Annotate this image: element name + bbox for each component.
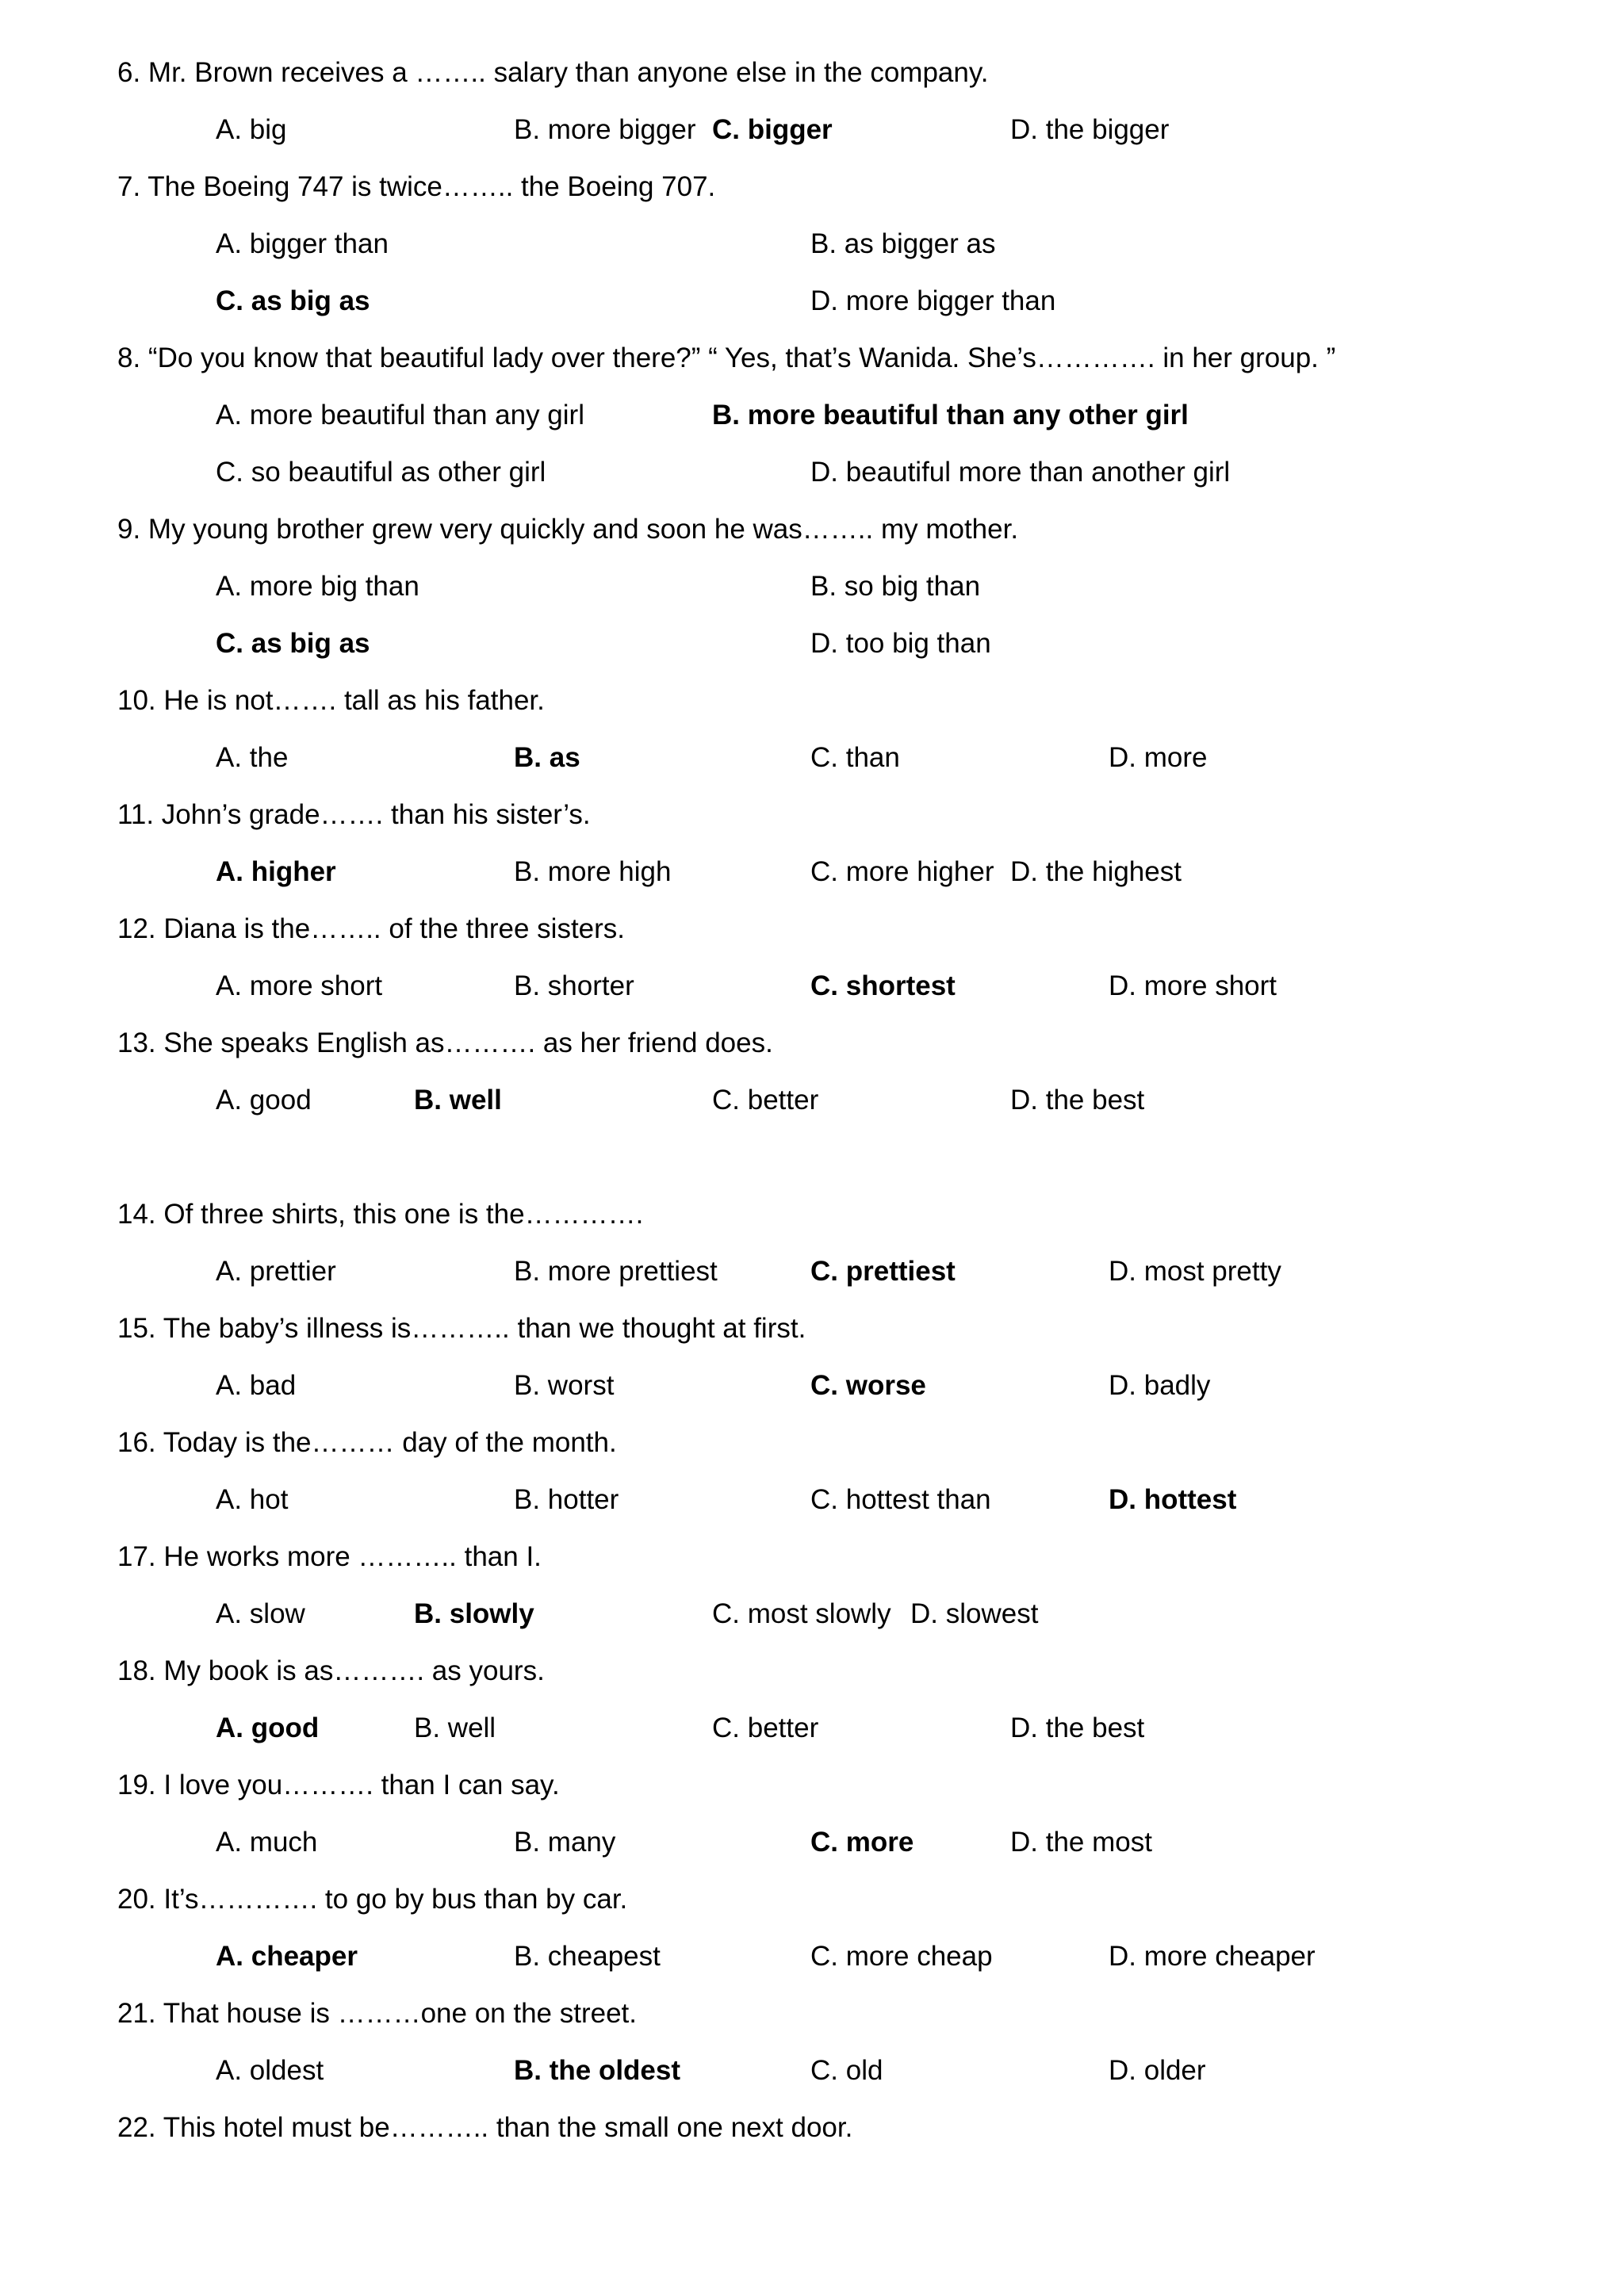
- question-9-option-d: D. too big than: [810, 628, 991, 659]
- question-10-text: 10. He is not……. tall as his father.: [117, 685, 545, 716]
- question-9-option-c: C. as big as: [216, 628, 370, 659]
- question-10-option-a: A. the: [216, 742, 289, 773]
- question-16-option-b: B. hotter: [514, 1484, 619, 1515]
- question-21-option-c: C. old: [810, 2055, 883, 2086]
- question-19-option-c: C. more: [810, 1827, 914, 1858]
- question-12-option-b: B. shorter: [514, 970, 634, 1001]
- question-17-text: 17. He works more ……….. than I.: [117, 1541, 542, 1572]
- question-14-option-d: D. most pretty: [1109, 1256, 1281, 1287]
- question-7-option-a: A. bigger than: [216, 228, 389, 259]
- question-15-option-d: D. badly: [1109, 1370, 1211, 1401]
- question-20-option-c: C. more cheap: [810, 1941, 993, 1972]
- question-19-option-a: A. much: [216, 1827, 318, 1858]
- question-11-option-c: C. more higher: [810, 856, 994, 887]
- question-7-option-d: D. more bigger than: [810, 285, 1056, 316]
- question-11-option-d: D. the highest: [1010, 856, 1182, 887]
- question-6-option-c: C. bigger: [712, 114, 833, 145]
- question-16-text: 16. Today is the……… day of the month.: [117, 1427, 617, 1458]
- question-17-option-c: C. most slowly: [712, 1598, 891, 1629]
- question-7-option-b: B. as bigger as: [810, 228, 996, 259]
- question-20-text: 20. It’s…………. to go by bus than by car.: [117, 1884, 628, 1915]
- question-9-text: 9. My young brother grew very quickly and soon he was…….. my mother.: [117, 514, 1019, 545]
- question-17-option-b: B. slowly: [414, 1598, 534, 1629]
- question-13-option-a: A. good: [216, 1085, 312, 1115]
- question-6-option-b: B. more bigger: [514, 114, 696, 145]
- question-6-option-a: A. big: [216, 114, 287, 145]
- question-14-text: 14. Of three shirts, this one is the………….: [117, 1199, 644, 1230]
- question-8-text: 8. “Do you know that beautiful lady over there?” “ Yes, that’s Wanida. She’s…………. in her group. ”: [117, 342, 1336, 373]
- question-21-text: 21. That house is ………one on the street.: [117, 1998, 638, 2029]
- question-15-option-b: B. worst: [514, 1370, 615, 1401]
- question-8-option-d: D. beautiful more than another girl: [810, 457, 1231, 488]
- question-10-option-b: B. as: [514, 742, 580, 773]
- question-15-option-c: C. worse: [810, 1370, 926, 1401]
- question-17-option-d: D. slowest: [910, 1598, 1039, 1629]
- question-18-option-a: A. good: [216, 1712, 320, 1743]
- question-6-option-d: D. the bigger: [1010, 114, 1170, 145]
- question-16-option-d: D. hottest: [1109, 1484, 1237, 1515]
- question-12-text: 12. Diana is the…….. of the three sisters.: [117, 913, 626, 944]
- question-10-option-c: C. than: [810, 742, 900, 773]
- question-18-option-d: D. the best: [1010, 1712, 1145, 1743]
- question-14-option-b: B. more prettiest: [514, 1256, 718, 1287]
- question-22-text: 22. This hotel must be……….. than the small one next door.: [117, 2112, 853, 2143]
- question-13-option-b: B. well: [414, 1085, 502, 1115]
- question-12-option-a: A. more short: [216, 970, 383, 1001]
- question-18-text: 18. My book is as………. as yours.: [117, 1655, 545, 1686]
- question-18-option-b: B. well: [414, 1712, 496, 1743]
- question-6-text: 6. Mr. Brown receives a …….. salary than anyone else in the company.: [117, 57, 989, 88]
- question-18-option-c: C. better: [712, 1712, 819, 1743]
- question-12-option-c: C. shortest: [810, 970, 956, 1001]
- question-8-option-c: C. so beautiful as other girl: [216, 457, 546, 488]
- question-20-option-a: A. cheaper: [216, 1941, 358, 1972]
- question-16-option-c: C. hottest than: [810, 1484, 991, 1515]
- question-13-text: 13. She speaks English as………. as her friend does.: [117, 1027, 773, 1058]
- question-16-option-a: A. hot: [216, 1484, 289, 1515]
- question-11-option-b: B. more high: [514, 856, 672, 887]
- question-11-text: 11. John’s grade……. than his sister’s.: [117, 799, 591, 830]
- question-17-option-a: A. slow: [216, 1598, 305, 1629]
- question-12-option-d: D. more short: [1109, 970, 1277, 1001]
- question-21-option-a: A. oldest: [216, 2055, 324, 2086]
- question-15-text: 15. The baby’s illness is……….. than we thought at first.: [117, 1313, 806, 1344]
- question-15-option-a: A. bad: [216, 1370, 297, 1401]
- question-13-option-d: D. the best: [1010, 1085, 1145, 1115]
- question-11-option-a: A. higher: [216, 856, 336, 887]
- question-20-option-b: B. cheapest: [514, 1941, 661, 1972]
- question-9-option-a: A. more big than: [216, 571, 419, 602]
- question-8-option-b: B. more beautiful than any other girl: [712, 400, 1189, 430]
- question-19-text: 19. I love you………. than I can say.: [117, 1770, 560, 1800]
- question-8-option-a: A. more beautiful than any girl: [216, 400, 584, 430]
- question-10-option-d: D. more: [1109, 742, 1208, 773]
- question-7-option-c: C. as big as: [216, 285, 370, 316]
- question-13-option-c: C. better: [712, 1085, 819, 1115]
- question-14-option-a: A. prettier: [216, 1256, 336, 1287]
- question-7-text: 7. The Boeing 747 is twice…….. the Boeing 707.: [117, 171, 716, 202]
- question-20-option-d: D. more cheaper: [1109, 1941, 1316, 1972]
- question-19-option-d: D. the most: [1010, 1827, 1152, 1858]
- question-21-option-b: B. the oldest: [514, 2055, 681, 2086]
- question-21-option-d: D. older: [1109, 2055, 1206, 2086]
- question-14-option-c: C. prettiest: [810, 1256, 956, 1287]
- question-19-option-b: B. many: [514, 1827, 616, 1858]
- question-9-option-b: B. so big than: [810, 571, 981, 602]
